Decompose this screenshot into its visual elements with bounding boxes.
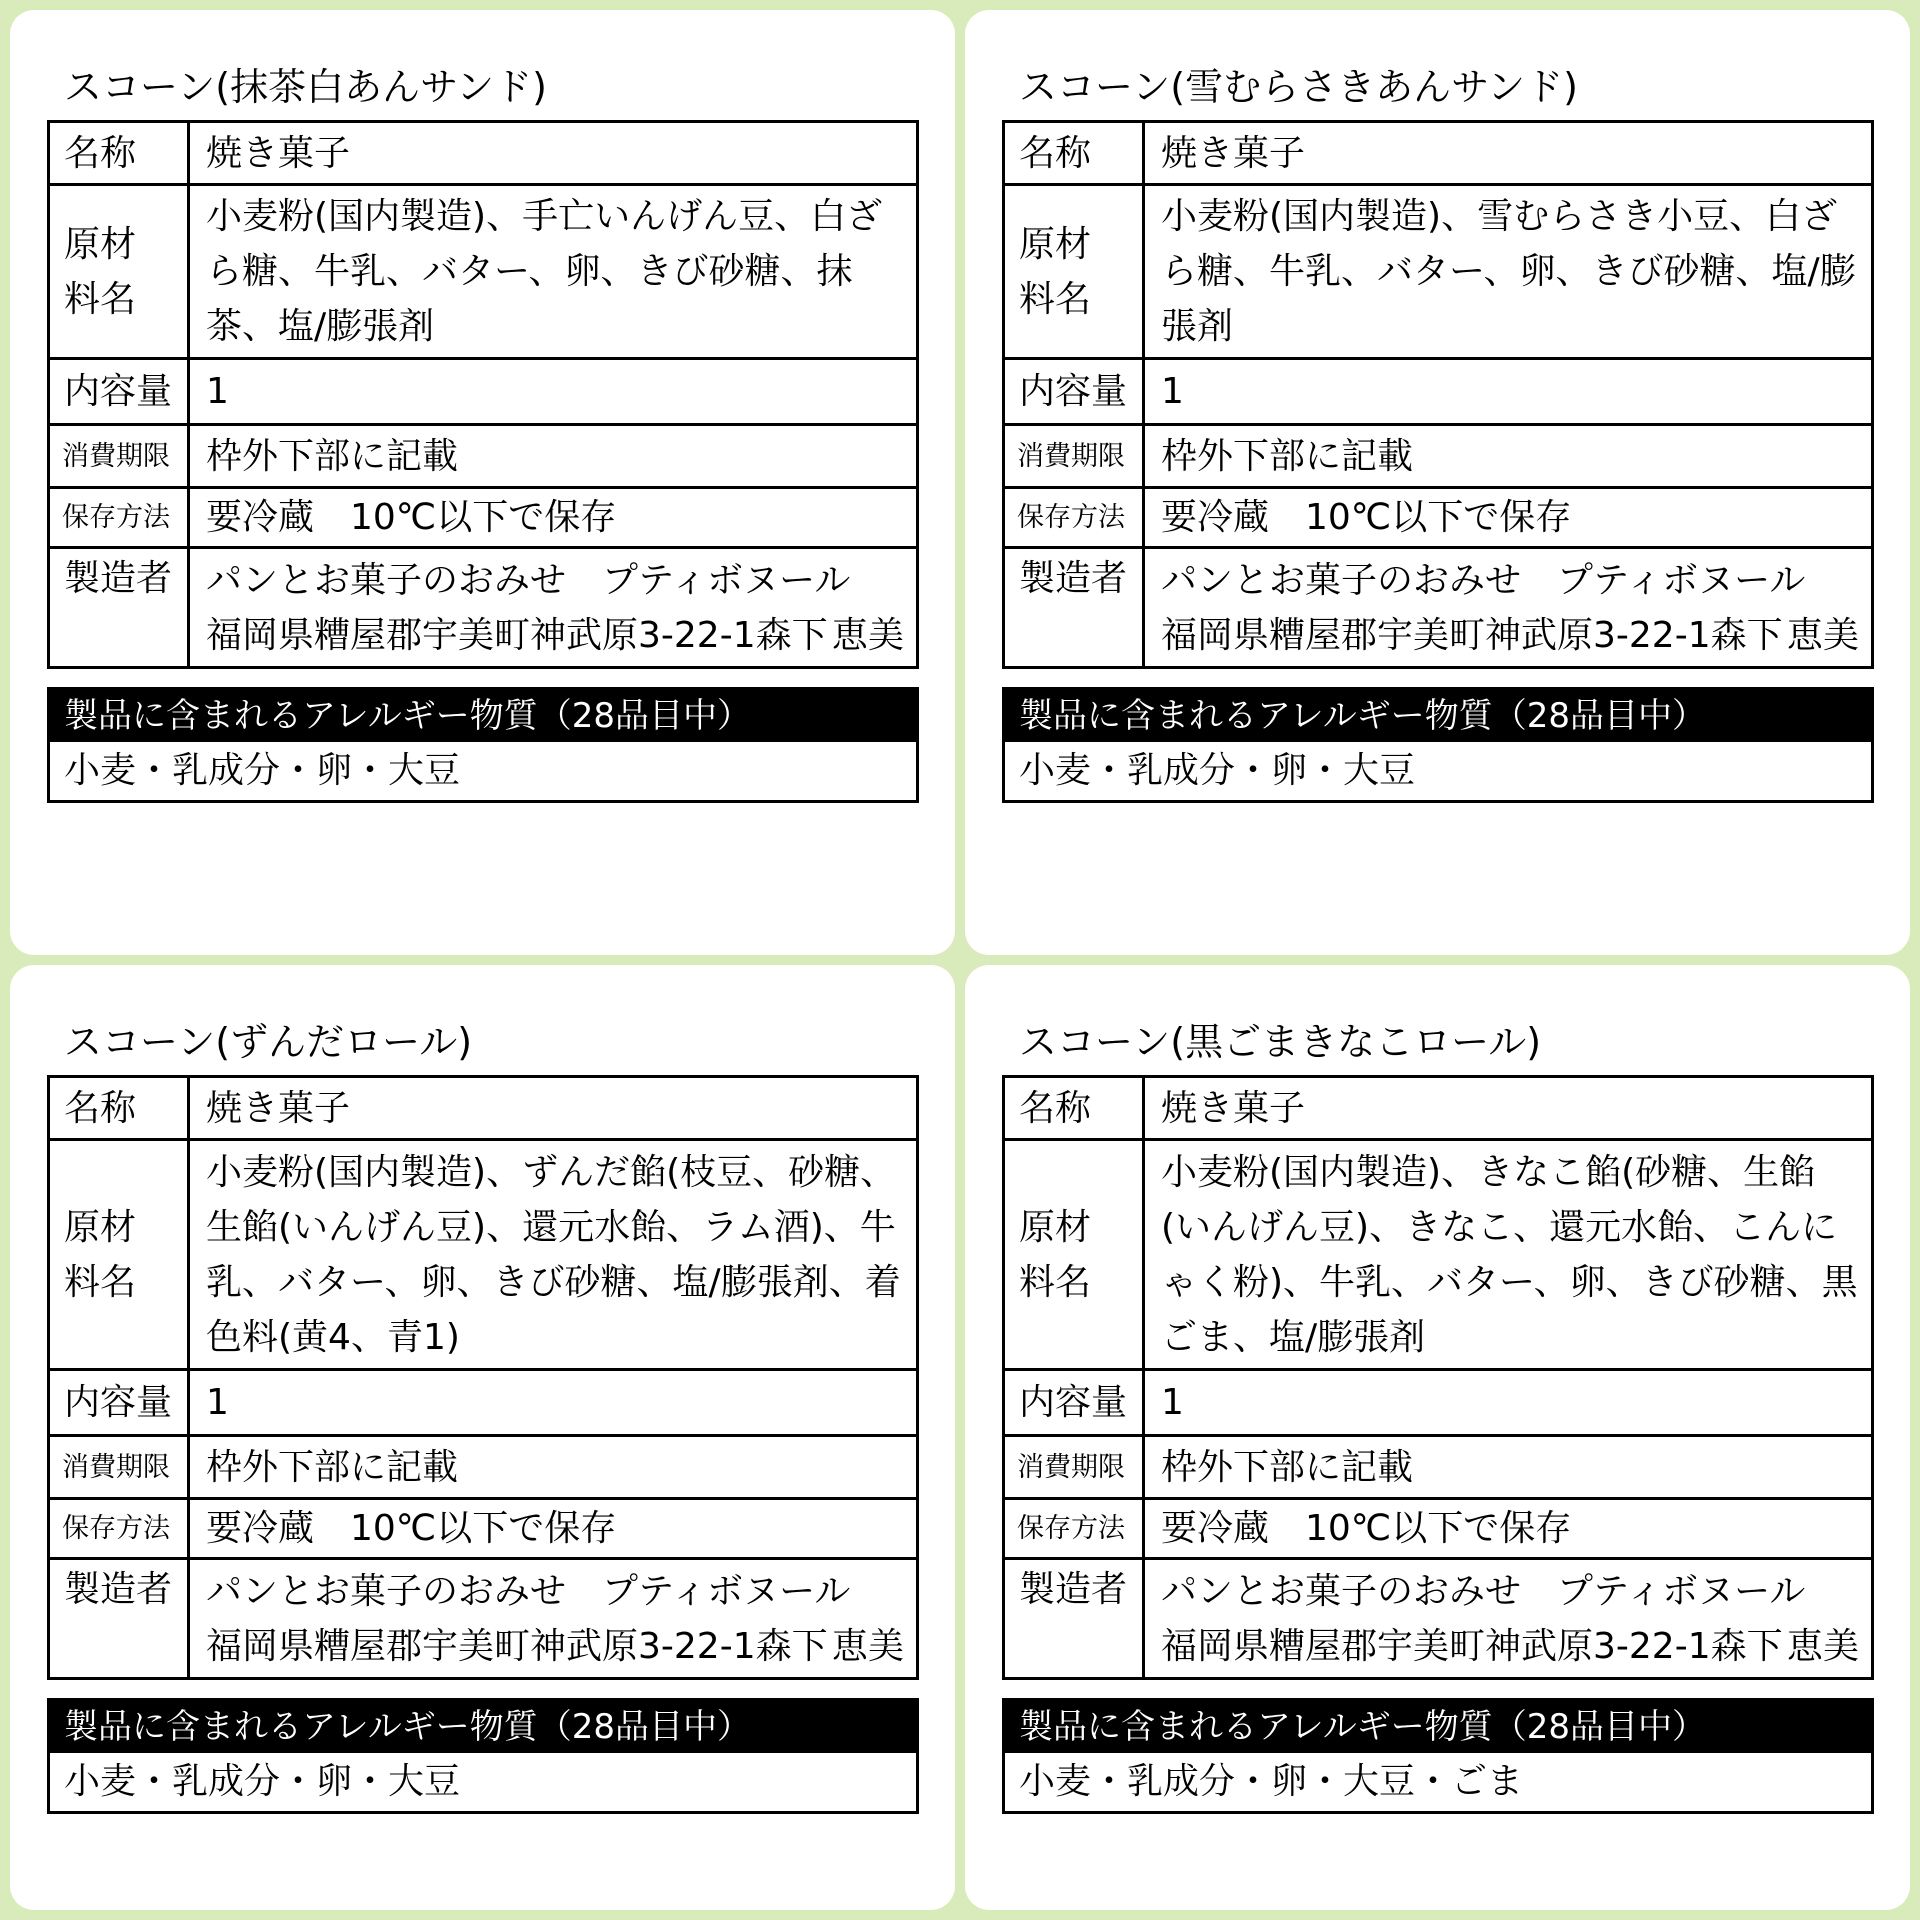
allergy-list: 小麦・乳成分・卵・大豆: [64, 750, 461, 791]
storage-key: 保存方法: [1004, 1499, 1144, 1559]
name-key: 名称: [1004, 1077, 1144, 1140]
quantity-value: 1: [189, 1370, 918, 1436]
manufacturer-address: 福岡県糟屋郡宇美町神武原3-22-1森下: [1161, 614, 1783, 656]
manufacturer-address-line: [206, 1619, 910, 1674]
ingredients-key: 原材料名: [49, 1140, 189, 1370]
manufacturer-person: 恵美: [831, 1625, 904, 1667]
manufacturer-value: [1144, 1559, 1873, 1679]
manufacturer-key: 製造者: [1004, 548, 1144, 668]
quantity-value: 1: [189, 359, 918, 425]
manufacturer-value: [1144, 548, 1873, 668]
name-key: 名称: [49, 1077, 189, 1140]
manufacturer-address-line: [206, 608, 910, 663]
label-table: [1002, 120, 1874, 669]
ingredients-text: 小麦粉(国内製造)、きなこ餡(砂糖、生餡(いんげん豆)、きなこ、還元水飴、こんにゃく粉)、牛乳、バター、卵、きび砂糖、黒ごま、塩/膨張剤: [1161, 1151, 1858, 1358]
manufacturer-person: 恵美: [1786, 614, 1859, 656]
allergy-box: [1002, 1698, 1874, 1814]
storage-value: 要冷蔵 10℃以下で保存: [1144, 1499, 1873, 1559]
product-label-card: [965, 965, 1910, 1910]
product-label-card: [10, 10, 955, 955]
quantity-value: 1: [1144, 1370, 1873, 1436]
expiry-value: 枠外下部に記載: [1144, 425, 1873, 488]
name-value: 焼き菓子: [189, 1077, 918, 1140]
expiry-value: 枠外下部に記載: [189, 1436, 918, 1499]
manufacturer-address: 福岡県糟屋郡宇美町神武原3-22-1森下: [206, 614, 828, 656]
ingredients-value: [189, 185, 918, 359]
quantity-value: 1: [1144, 359, 1873, 425]
ingredients-key: 原材料名: [1004, 185, 1144, 359]
allergy-header: 製品に含まれるアレルギー物質（28品目中）: [50, 690, 916, 742]
ingredients-value: [189, 1140, 918, 1370]
product-label-card: [10, 965, 955, 1910]
ingredients-key: 原材料名: [1004, 1140, 1144, 1370]
manufacturer-shop: パンとお菓子のおみせ プティボヌール: [1161, 559, 1806, 601]
ingredients-text: 小麦粉(国内製造)、雪むらさき小豆、白ざら糖、牛乳、バター、卵、きび砂糖、塩/膨張剤: [1161, 196, 1856, 347]
allergy-header: 製品に含まれるアレルギー物質（28品目中）: [50, 1701, 916, 1753]
expiry-value: 枠外下部に記載: [189, 425, 918, 488]
label-table: [1002, 1075, 1874, 1680]
product-title: スコーン(抹茶白あんサンド): [64, 65, 547, 109]
storage-key: 保存方法: [1004, 488, 1144, 548]
ingredients-key: 原材料名: [49, 185, 189, 359]
allergy-list: 小麦・乳成分・卵・大豆: [1019, 750, 1416, 791]
expiry-key: 消費期限: [49, 425, 189, 488]
manufacturer-value: [189, 548, 918, 668]
storage-value: 要冷蔵 10℃以下で保存: [189, 1499, 918, 1559]
quantity-key: 内容量: [49, 1370, 189, 1436]
quantity-key: 内容量: [1004, 359, 1144, 425]
storage-value: 要冷蔵 10℃以下で保存: [189, 488, 918, 548]
manufacturer-shop: パンとお菓子のおみせ プティボヌール: [1161, 1570, 1806, 1612]
quantity-key: 内容量: [1004, 1370, 1144, 1436]
expiry-key: 消費期限: [49, 1436, 189, 1499]
allergy-header: 製品に含まれるアレルギー物質（28品目中）: [1005, 690, 1871, 742]
allergy-list: 小麦・乳成分・卵・大豆: [64, 1761, 461, 1802]
manufacturer-key: 製造者: [1004, 1559, 1144, 1679]
ingredients-text: 小麦粉(国内製造)、ずんだ餡(枝豆、砂糖、生餡(いんげん豆)、還元水飴、ラム酒)、牛乳、バター、卵、きび砂糖、塩/膨張剤、着色料(黄4、青1): [206, 1151, 901, 1358]
manufacturer-shop: パンとお菓子のおみせ プティボヌール: [206, 1570, 851, 1612]
allergy-box: [1002, 687, 1874, 803]
storage-key: 保存方法: [49, 488, 189, 548]
label-table: [47, 1075, 919, 1680]
name-value: 焼き菓子: [1144, 1077, 1873, 1140]
manufacturer-address: 福岡県糟屋郡宇美町神武原3-22-1森下: [206, 1625, 828, 1667]
product-title: スコーン(雪むらさきあんサンド): [1019, 65, 1578, 109]
expiry-value: 枠外下部に記載: [1144, 1436, 1873, 1499]
manufacturer-key: 製造者: [49, 1559, 189, 1679]
name-key: 名称: [49, 122, 189, 185]
name-value: 焼き菓子: [189, 122, 918, 185]
manufacturer-value: [189, 1559, 918, 1679]
ingredients-text: 小麦粉(国内製造)、手亡いんげん豆、白ざら糖、牛乳、バター、卵、きび砂糖、抹茶、塩/膨張剤: [206, 196, 883, 347]
allergy-box: [47, 1698, 919, 1814]
allergy-list: 小麦・乳成分・卵・大豆・ごま: [1019, 1761, 1524, 1802]
label-table: [47, 120, 919, 669]
ingredients-value: [1144, 1140, 1873, 1370]
allergy-header: 製品に含まれるアレルギー物質（28品目中）: [1005, 1701, 1871, 1753]
ingredients-value: [1144, 185, 1873, 359]
manufacturer-address: 福岡県糟屋郡宇美町神武原3-22-1森下: [1161, 1625, 1783, 1667]
manufacturer-address-line: [1161, 1619, 1865, 1674]
manufacturer-person: 恵美: [831, 614, 904, 656]
expiry-key: 消費期限: [1004, 1436, 1144, 1499]
quantity-key: 内容量: [49, 359, 189, 425]
name-key: 名称: [1004, 122, 1144, 185]
product-title: スコーン(黒ごまきなこロール): [1019, 1020, 1542, 1064]
manufacturer-key: 製造者: [49, 548, 189, 668]
manufacturer-person: 恵美: [1786, 1625, 1859, 1667]
name-value: 焼き菓子: [1144, 122, 1873, 185]
storage-value: 要冷蔵 10℃以下で保存: [1144, 488, 1873, 548]
product-title: スコーン(ずんだロール): [64, 1020, 473, 1064]
storage-key: 保存方法: [49, 1499, 189, 1559]
manufacturer-shop: パンとお菓子のおみせ プティボヌール: [206, 559, 851, 601]
manufacturer-address-line: [1161, 608, 1865, 663]
expiry-key: 消費期限: [1004, 425, 1144, 488]
product-label-card: [965, 10, 1910, 955]
allergy-box: [47, 687, 919, 803]
